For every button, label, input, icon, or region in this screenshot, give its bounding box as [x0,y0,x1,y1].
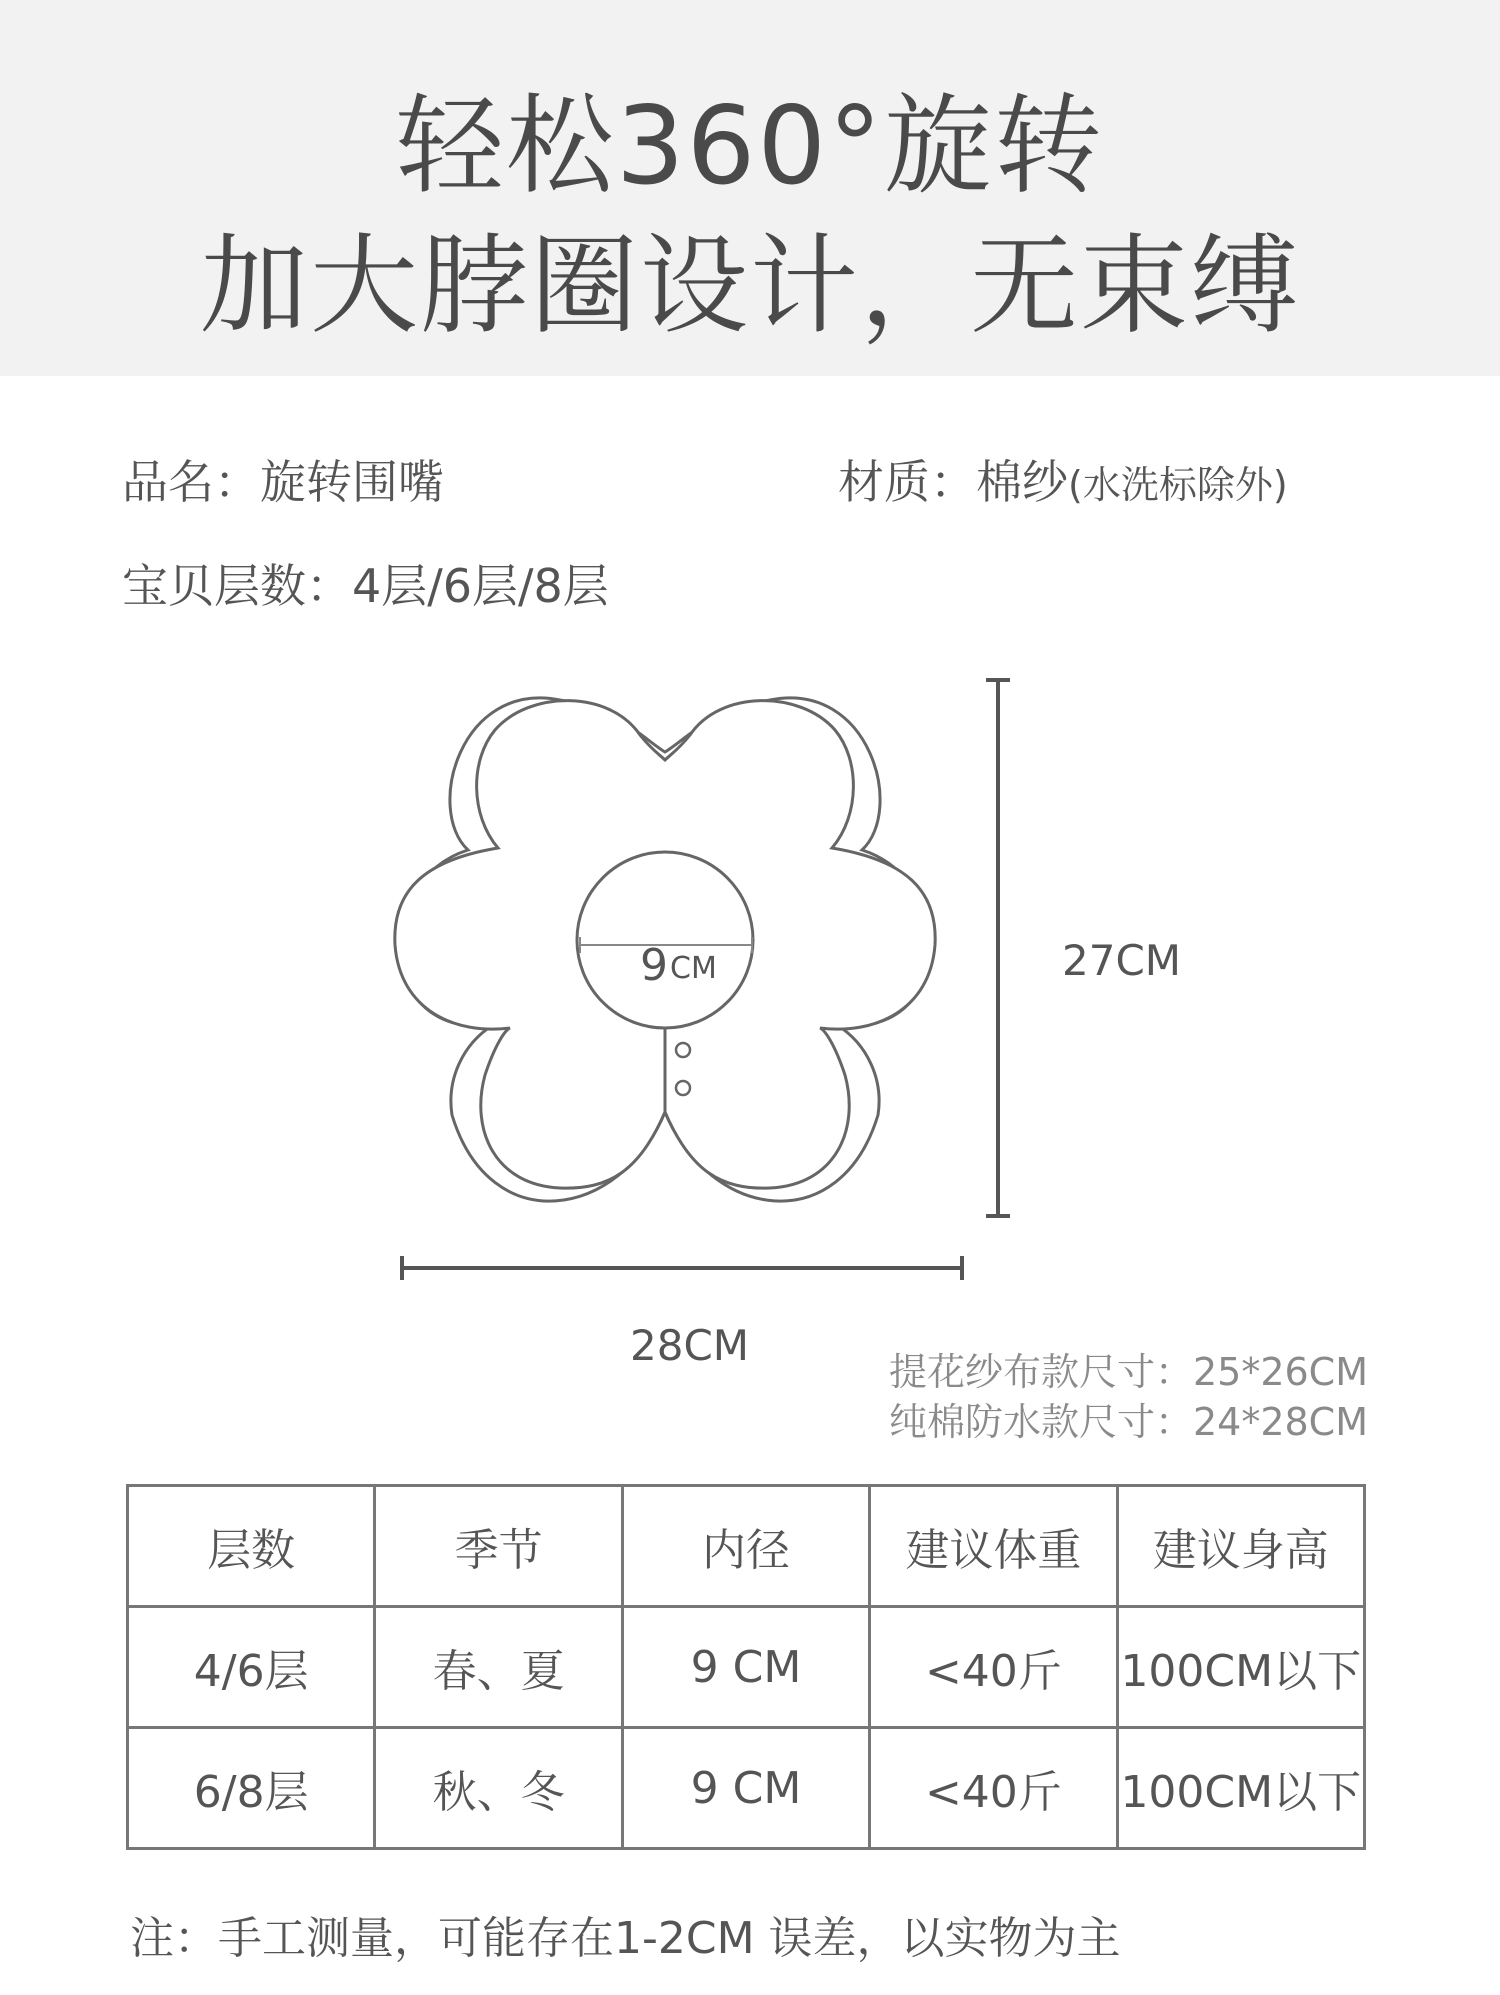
table-row [128,1728,1365,1849]
header-weight: 建议体重 [870,1486,1117,1607]
table-header-row [128,1486,1365,1607]
table-cell: 4/6层 [128,1607,375,1728]
table-cell: 100CM以下 [1117,1728,1364,1849]
layer-count: 宝贝层数：4层/6层/8层 [122,559,609,613]
size-note-waterproof: 纯棉防水款尺寸：24*28CM [888,1400,1368,1444]
material-note: (水洗标除外) [1068,463,1288,507]
header-layers: 层数 [128,1486,375,1607]
header-title-line2: 加大脖圈设计，无束缚 [199,224,1300,349]
product-name: 品名：旋转围嘴 [122,455,444,509]
table-cell: 9 CM [622,1728,869,1849]
inner-diameter-unit: CM [670,951,717,986]
size-note-jacquard: 提花纱布款尺寸：25*26CM [888,1350,1368,1394]
table-cell: 秋、冬 [375,1728,622,1849]
snap-button-1 [676,1043,690,1057]
table-row [128,1607,1365,1728]
header-season: 季节 [375,1486,622,1607]
table-cell: 春、夏 [375,1607,622,1728]
material-label: 材质：棉纱 [838,455,1068,509]
inner-diameter-value: 9 [640,940,668,991]
width-label: 28CM [630,1321,750,1370]
header-inner-diameter: 内径 [622,1486,869,1607]
height-label: 27CM [1062,936,1182,985]
header-height: 建议身高 [1117,1486,1364,1607]
table-cell: 9 CM [622,1607,869,1728]
table-cell: 6/8层 [128,1728,375,1849]
table-cell: 100CM以下 [1117,1607,1364,1728]
snap-button-2 [676,1081,690,1095]
footnote: 注：手工测量，可能存在1-2CM 误差，以实物为主 [130,1913,1121,1964]
spec-table [126,1484,1366,1850]
table-cell: <40斤 [870,1728,1117,1849]
header-title-line1: 轻松360°旋转 [395,84,1105,209]
table-cell: <40斤 [870,1607,1117,1728]
